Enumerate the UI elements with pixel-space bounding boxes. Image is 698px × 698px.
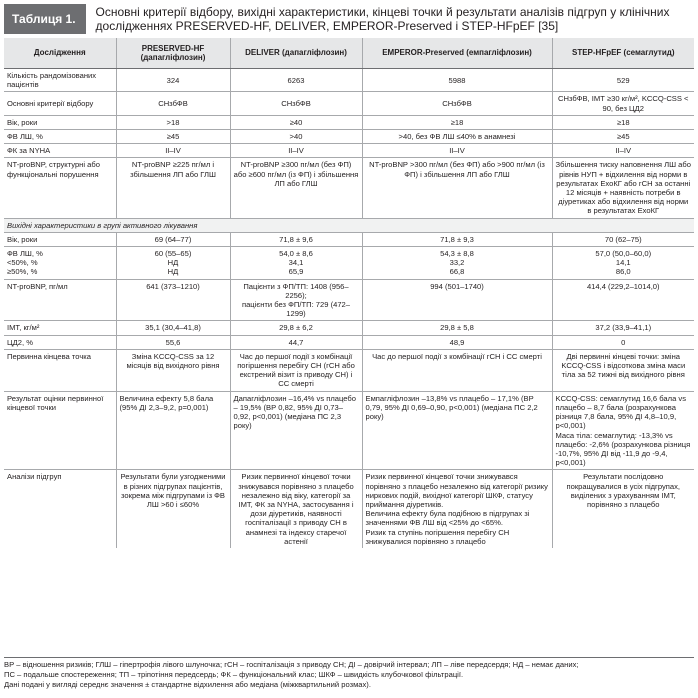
table-cell: KCCQ-CSS: семаглутид 16,6 бала vs плацебо – 8,7 бала (розрахункова різниця 7,8 бала, 95% ДІ 4,8–10,9, p<0,001) Маса тіла: семаглутид: -13,3% vs плацебо: -2,6% (розрахункова різниця -10,7%, 95% ДІ від -11,9 до -9,4, p<0,001) xyxy=(552,391,694,470)
table-row xyxy=(4,69,694,92)
table-row xyxy=(4,279,694,321)
table-cell: II–IV xyxy=(116,144,230,158)
table-row xyxy=(4,92,694,115)
table-row xyxy=(4,470,694,548)
table-cell: ≥18 xyxy=(552,115,694,129)
table-cell: II–IV xyxy=(362,144,552,158)
table-cell: 71,8 ± 9,6 xyxy=(230,232,362,246)
table-cell: Ризик первинної кінцевої точки знижувався порівняно з плацебо незалежно від віку, категорії за ІМТ, ФК за NYHA, застосування і дози діуретиків, наявності госпіталізації з приводу СН в анамнезі та індексу старечої астенії xyxy=(230,470,362,548)
footnote-line: ВР – відношення ризиків; ГЛШ – гіпертрофія лівого шлуночка; гСН – госпіталізація з приводу СН; ДІ – довірчий інтервал; ЛП – ліве передсердя; НД – немає даних; xyxy=(4,660,579,669)
table-cell: 69 (64–77) xyxy=(116,232,230,246)
table-cell: Пацієнти з ФП/ТП: 1408 (956–2256); пацієнти без ФП/ТП: 729 (472–1299) xyxy=(230,279,362,321)
table-cell: 57,0 (50,0–60,0) 14,1 86,0 xyxy=(552,247,694,280)
row-label: ФК за NYHA xyxy=(4,144,116,158)
table-cell: 48,9 xyxy=(362,335,552,349)
row-label: Результат оцінки первинної кінцевої точки xyxy=(4,391,116,470)
column-header-emperor-preserved: EMPEROR-Preserved (емпагліфлозин) xyxy=(362,38,552,69)
table-cell: Результати були узгодженими в різних підгрупах пацієнтів, зокрема між підгрупами із ФВ ЛШ >60 і ≤60% xyxy=(116,470,230,548)
table-cell: 414,4 (229,2–1014,0) xyxy=(552,279,694,321)
column-header-preserved-hf: PRESERVED-HF (дапагліфлозин) xyxy=(116,38,230,69)
table-cell: 29,8 ± 6,2 xyxy=(230,321,362,335)
table-cell: >40, без ФВ ЛШ ≤40% в анамнезі xyxy=(362,130,552,144)
table-cell: 641 (373–1210) xyxy=(116,279,230,321)
table-cell: Дві первинні кінцеві точки: зміна KCCQ-CSS і відсоткова зміна маси тіла за 52 тижні від вихідного рівня xyxy=(552,349,694,391)
table-cell: II–IV xyxy=(552,144,694,158)
clinical-trials-table xyxy=(4,38,694,548)
row-label: ФВ ЛШ, % <50%, % ≥50%, % xyxy=(4,247,116,280)
table-cell: NT-proBNP ≥225 пг/мл і збільшення ЛП або ГЛШ xyxy=(116,158,230,218)
table-row xyxy=(4,115,694,129)
section-heading: Вихідні характеристики в групі активного лікування xyxy=(4,218,694,232)
table-cell: ≥40 xyxy=(230,115,362,129)
row-label: Кількість рандомізованих пацієнтів xyxy=(4,69,116,92)
table-header xyxy=(0,0,698,38)
table-row xyxy=(4,158,694,218)
table-row xyxy=(4,349,694,391)
table-cell: Ризик первинної кінцевої точки знижувався порівняно з плацебо незалежно від категорії ризику ниркових подій, вихідної категорії ШКФ, статусу приймання діуретиків. Величина ефекту була подібною в підгрупах зі значеннями ФВ ЛШ від <25% до <65%. Ризик та ступінь погіршення перебігу СН знижувалися порівняно з плацебо xyxy=(362,470,552,548)
section-row xyxy=(4,218,694,232)
table-header-row xyxy=(4,38,694,69)
row-label: NT-proBNP, структурні або функціональні порушення xyxy=(4,158,116,218)
table-cell: II–IV xyxy=(230,144,362,158)
table-cell: СНзбФВ xyxy=(230,92,362,115)
column-header-deliver: DELIVER (дапагліфлозин) xyxy=(230,38,362,69)
table-cell: 35,1 (30,4–41,8) xyxy=(116,321,230,335)
table-cell: Час до першої події з комбінації гСН і СС смерті xyxy=(362,349,552,391)
row-label: NT-proBNP, пг/мл xyxy=(4,279,116,321)
table-cell: NT-proBNP ≥300 пг/мл (без ФП) або ≥600 пг/мл (із ФП) і збільшення ЛП або ГЛШ xyxy=(230,158,362,218)
row-label: Вік, роки xyxy=(4,115,116,129)
footnote-line: ПС – подальше спостереження; ТП – тріпотіння передсердь; ФК – функціональний клас; ШКФ – швидкість клубочкової фільтрації. xyxy=(4,670,464,679)
row-label: ЦД2, % xyxy=(4,335,116,349)
table-cell: ≥45 xyxy=(116,130,230,144)
footnote-line: Дані подані у вигляді середнє значення ± стандартне відхилення або медіана (міжквартильний розмах). xyxy=(4,680,371,689)
table-cell: ≥45 xyxy=(552,130,694,144)
table-cell: 0 xyxy=(552,335,694,349)
table-cell: 71,8 ± 9,3 xyxy=(362,232,552,246)
table-row xyxy=(4,130,694,144)
table-row xyxy=(4,232,694,246)
table-cell: СНзбФВ xyxy=(362,92,552,115)
table-cell: Дапагліфлозин –16,4% vs плацебо – 19,5% (ВР 0,82, 95% ДІ 0,73–0,92, p<0,001) (медіана ПС 2,3 року) xyxy=(230,391,362,470)
table-cell: 54,3 ± 8,8 33,2 66,8 xyxy=(362,247,552,280)
table-cell: Результати послідовно покращувалися в усіх підгрупах, виділених з урахуванням ІМТ, порівняно з плацебо xyxy=(552,470,694,548)
table-cell: 529 xyxy=(552,69,694,92)
row-label: ФВ ЛШ, % xyxy=(4,130,116,144)
table-cell: 6263 xyxy=(230,69,362,92)
table-cell: Збільшення тиску наповнення ЛШ або рівнів НУП + відхилення від норми в результатах ЕхоКГ або гСН за останні 12 місяців + наявність потреби в діуретиках або відхилення від норми в результатах ЕхоКГ xyxy=(552,158,694,218)
table-cell: NT-proBNP >300 пг/мл (без ФП) або >900 пг/мл (із ФП) і збільшення ЛП або ГЛШ xyxy=(362,158,552,218)
table-cell: СНзбФВ xyxy=(116,92,230,115)
table-row xyxy=(4,391,694,470)
table-cell: >40 xyxy=(230,130,362,144)
table-cell: 5988 xyxy=(362,69,552,92)
table-cell: 29,8 ± 5,8 xyxy=(362,321,552,335)
table-row xyxy=(4,321,694,335)
table-cell: СНзбФВ, ІМТ ≥30 кг/м², KCCQ-CSS < 90, без ЦД2 xyxy=(552,92,694,115)
table-footnote xyxy=(4,657,694,690)
table-row xyxy=(4,144,694,158)
table-title: Основні критерії відбору, вихідні характеристики, кінцеві точки й результати аналізів підгруп у клінічних дослідженнях PRESERVED-HF, DELIVER, EMPEROR-Preserved і STEP-HFpEF [35] xyxy=(95,5,670,33)
table-row xyxy=(4,247,694,280)
table-cell: Величина ефекту 5,8 бала (95% ДІ 2,3–9,2, p=0,001) xyxy=(116,391,230,470)
table-cell: 70 (62–75) xyxy=(552,232,694,246)
table-cell: Емпагліфлозин –13,8% vs плацебо – 17,1% (ВР 0,79, 95% ДІ 0,69–0,90, p<0,001) (медіана ПС 2,2 року) xyxy=(362,391,552,470)
table-cell: >18 xyxy=(116,115,230,129)
row-label: ІМТ, кг/м² xyxy=(4,321,116,335)
table-cell: Час до першої події з комбінації погіршення перебігу СН (гСН або екстрений візит із приводу СН) і СС смерті xyxy=(230,349,362,391)
table-cell: 55,6 xyxy=(116,335,230,349)
row-label: Первинна кінцева точка xyxy=(4,349,116,391)
column-header-step-hfpef: STEP-HFpEF (семаглутид) xyxy=(552,38,694,69)
table-cell: 54,0 ± 8,6 34,1 65,9 xyxy=(230,247,362,280)
table-cell: 60 (55–65) НД НД xyxy=(116,247,230,280)
table-row xyxy=(4,335,694,349)
table-cell: 37,2 (33,9–41,1) xyxy=(552,321,694,335)
table-cell: 44,7 xyxy=(230,335,362,349)
table-number-badge: Таблиця 1. xyxy=(4,4,86,34)
row-label: Вік, роки xyxy=(4,232,116,246)
column-header-study: Дослідження xyxy=(4,38,116,69)
table-cell: ≥18 xyxy=(362,115,552,129)
row-label: Основні критерії відбору xyxy=(4,92,116,115)
table-cell: 994 (501–1740) xyxy=(362,279,552,321)
table-cell: Зміна KCCQ-CSS за 12 місяців від вихідного рівня xyxy=(116,349,230,391)
row-label: Аналізи підгруп xyxy=(4,470,116,548)
table-cell: 324 xyxy=(116,69,230,92)
